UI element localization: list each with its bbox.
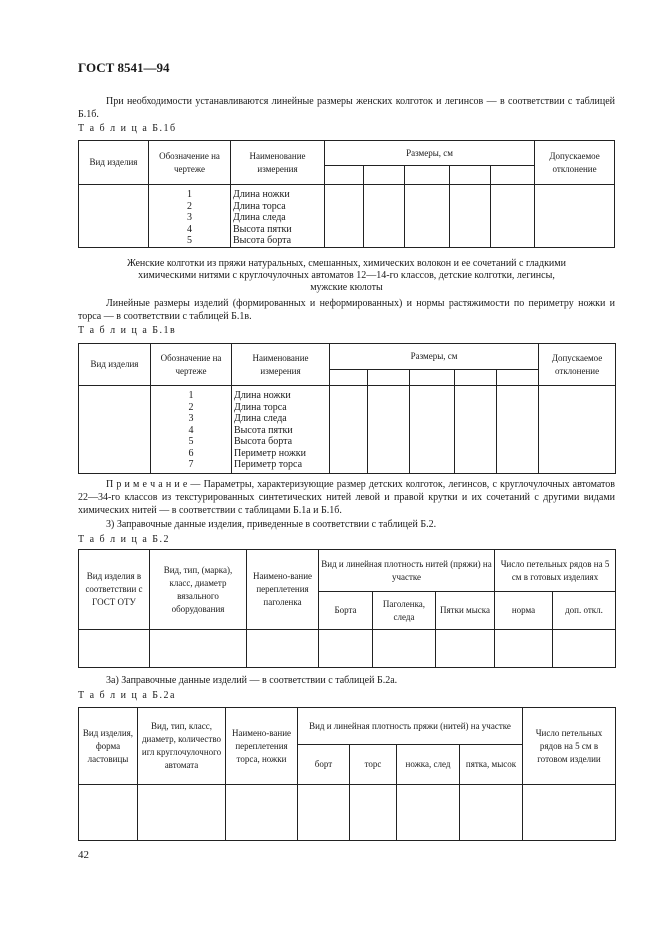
- subheader-bort: борт: [298, 745, 350, 785]
- cell-size: [330, 386, 368, 474]
- subheader-pagolenka: Паголенка, следа: [373, 592, 436, 630]
- cell-type: [79, 185, 149, 248]
- empty-cell: [226, 785, 298, 841]
- measurement-name: Длина следа: [234, 413, 287, 424]
- table-b1v-caption: Т а б л и ц а Б.1в: [78, 325, 177, 336]
- measurement-name: Высота борта: [234, 436, 293, 447]
- col-header-tolerance: Допускаемое отклонение: [539, 344, 616, 386]
- table-b2: [78, 549, 616, 668]
- subheader-norm: норма: [495, 592, 553, 630]
- size-subcolumn: [325, 166, 364, 185]
- subheader-bort: Борта: [319, 592, 373, 630]
- size-subcolumn: [330, 370, 368, 386]
- col-header-tolerance: Допускаемое отклонение: [535, 141, 615, 185]
- table-b2-caption: Т а б л и ц а Б.2: [78, 534, 171, 545]
- note-paragraph: [78, 478, 615, 517]
- cell-size: [405, 185, 450, 248]
- document-header: ГОСТ 8541—94: [78, 60, 170, 75]
- cell-codes: [149, 185, 231, 248]
- empty-cell: [298, 785, 350, 841]
- col-header-weave: Наимено-вание переплетения торса, ножки: [226, 708, 298, 785]
- cell-size: [410, 386, 455, 474]
- empty-cell: [523, 785, 616, 841]
- section-title-line: мужские кюлоты: [310, 282, 383, 293]
- measurement-name: Высота борта: [233, 235, 292, 246]
- size-subcolumn: [368, 370, 410, 386]
- subheader-heel: пятка, мысок: [460, 745, 523, 785]
- empty-cell: [319, 630, 373, 668]
- size-subcolumn: [405, 166, 450, 185]
- measurement-name: Периметр ножки: [234, 447, 306, 459]
- measurement-name: Периметр торса: [234, 459, 303, 470]
- intro-paragraph-b1b: При необходимости устанавливаются линейные размеры женских колготок и легинсов — в соответствии с таблицей Б.1б.: [78, 96, 615, 120]
- cell-measurements: [231, 185, 325, 248]
- cell-size: [491, 185, 535, 248]
- code-number: 4: [188, 424, 194, 436]
- code-number: 5: [188, 436, 194, 447]
- empty-cell: [150, 630, 247, 668]
- subheader-tolerance: доп. откл.: [553, 592, 616, 630]
- empty-cell: [138, 785, 226, 841]
- measurement-name: Длина ножки: [234, 390, 291, 401]
- note-text: Параметры, характеризующие размер детских колготок, легинсов, с круглочулочных автоматов 22—34-го классов из текстурированных синтетических нитей левой и правой крутки и их сочетаний с другими видами химических нитей — в соответствии с таблицами Б.1а и Б.1б.: [78, 479, 616, 516]
- col-header-code: Обозначение на чертеже: [149, 141, 231, 185]
- col-header-equipment: Вид, тип, (марка), класс, диаметр вязального оборудования: [150, 550, 247, 630]
- empty-cell: [460, 785, 523, 841]
- col-header-type: Вид изделия: [79, 141, 149, 185]
- measurement-name: Длина торса: [234, 401, 287, 413]
- col-header-yarn: Вид и линейная плотность пряжи (нитей) на участке: [298, 708, 523, 745]
- code-number: 5: [187, 235, 192, 246]
- size-subcolumn: [450, 166, 491, 185]
- size-subcolumn: [410, 370, 455, 386]
- table-b1v: [78, 343, 616, 474]
- cell-measurements: [232, 386, 330, 474]
- col-header-equipment: Вид, тип, класс, диаметр, количество игл круглочулочного автомата: [138, 708, 226, 785]
- subheader-tors: торс: [350, 745, 397, 785]
- size-subcolumn: [497, 370, 539, 386]
- code-number: 4: [187, 223, 192, 235]
- empty-cell: [397, 785, 460, 841]
- cell-codes: [151, 386, 232, 474]
- code-number: 7: [188, 459, 194, 470]
- empty-cell: [79, 630, 150, 668]
- col-header-sizes: Размеры, см: [330, 344, 539, 370]
- intro-paragraph-b1v: Линейные размеры изделий (формированных и неформированных) и нормы растяжимости по периметру ножки и торса — в соответствии с таблицей Б.1в.: [78, 298, 615, 322]
- size-subcolumn: [455, 370, 497, 386]
- col-header-code: Обозначение на чертеже: [151, 344, 232, 386]
- measurement-name: Длина торса: [233, 200, 286, 212]
- empty-cell: [495, 630, 553, 668]
- code-number: 2: [188, 401, 194, 413]
- section-title: [78, 258, 615, 294]
- col-header-name: Наименование измерения: [232, 344, 330, 386]
- measurement-name: Высота пятки: [234, 424, 293, 436]
- size-subcolumn: [491, 166, 535, 185]
- col-header-type: Вид изделия в соответствии с ГОСТ ОТУ: [79, 550, 150, 630]
- cell-size: [325, 185, 364, 248]
- empty-cell: [247, 630, 319, 668]
- empty-cell: [373, 630, 436, 668]
- col-header-loops: Число петельных рядов на 5 см в готовых изделиях: [495, 550, 616, 592]
- section-title-line: химическими нитями с круглочулочных автоматов 12—14-го классов, детские колготки, легинсы,: [138, 270, 555, 281]
- empty-cell: [436, 630, 495, 668]
- page-number: 42: [78, 849, 89, 861]
- table-b1b: [78, 140, 615, 248]
- measurement-name: Высота пятки: [233, 223, 292, 235]
- col-header-type: Вид изделия, форма ластовицы: [79, 708, 138, 785]
- cell-size: [497, 386, 539, 474]
- section-title-line: Женские колготки из пряжи натуральных, смешанных, химических волокон и ее сочетаний с гладкими: [127, 258, 566, 269]
- cell-tolerance: [539, 386, 616, 474]
- code-number: 6: [188, 447, 194, 459]
- code-number: 3: [188, 413, 194, 424]
- col-header-sizes: Размеры, см: [325, 141, 535, 166]
- cell-type: [79, 386, 151, 474]
- table-b1b-caption: Т а б л и ц а Б.1б: [78, 123, 177, 134]
- cell-size: [364, 185, 405, 248]
- col-header-yarn: Вид и линейная плотность нитей (пряжи) на участке: [319, 550, 495, 592]
- table-b2a-caption: Т а б л и ц а Б.2а: [78, 690, 176, 701]
- code-number: 3: [187, 212, 192, 223]
- cell-size: [450, 185, 491, 248]
- empty-cell: [79, 785, 138, 841]
- col-header-name: Наименование измерения: [231, 141, 325, 185]
- measurement-name: Длина следа: [233, 212, 286, 223]
- code-number: 1: [188, 390, 194, 401]
- cell-size: [455, 386, 497, 474]
- col-header-loops: Число петельных рядов на 5 см в готовом изделии: [523, 708, 616, 785]
- empty-cell: [553, 630, 616, 668]
- code-number: 2: [187, 200, 192, 212]
- subheader-heel: Пятки мыска: [436, 592, 495, 630]
- empty-cell: [350, 785, 397, 841]
- col-header-weave: Наимено-вание переплетения паголенка: [247, 550, 319, 630]
- item-3-paragraph: 3) Заправочные данные изделия, приведенные в соответствии с таблицей Б.2.: [106, 519, 437, 530]
- code-number: 1: [187, 189, 192, 200]
- table-b2a: [78, 707, 616, 841]
- measurement-name: Длина ножки: [233, 189, 290, 200]
- cell-tolerance: [535, 185, 615, 248]
- col-header-type: Вид изделия: [79, 344, 151, 386]
- size-subcolumn: [364, 166, 405, 185]
- item-3a-paragraph: 3а) Заправочные данные изделий — в соответствии с таблицей Б.2а.: [106, 675, 398, 686]
- subheader-leg: ножка, след: [397, 745, 460, 785]
- cell-size: [368, 386, 410, 474]
- note-label: П р и м е ч а н и е —: [106, 479, 201, 490]
